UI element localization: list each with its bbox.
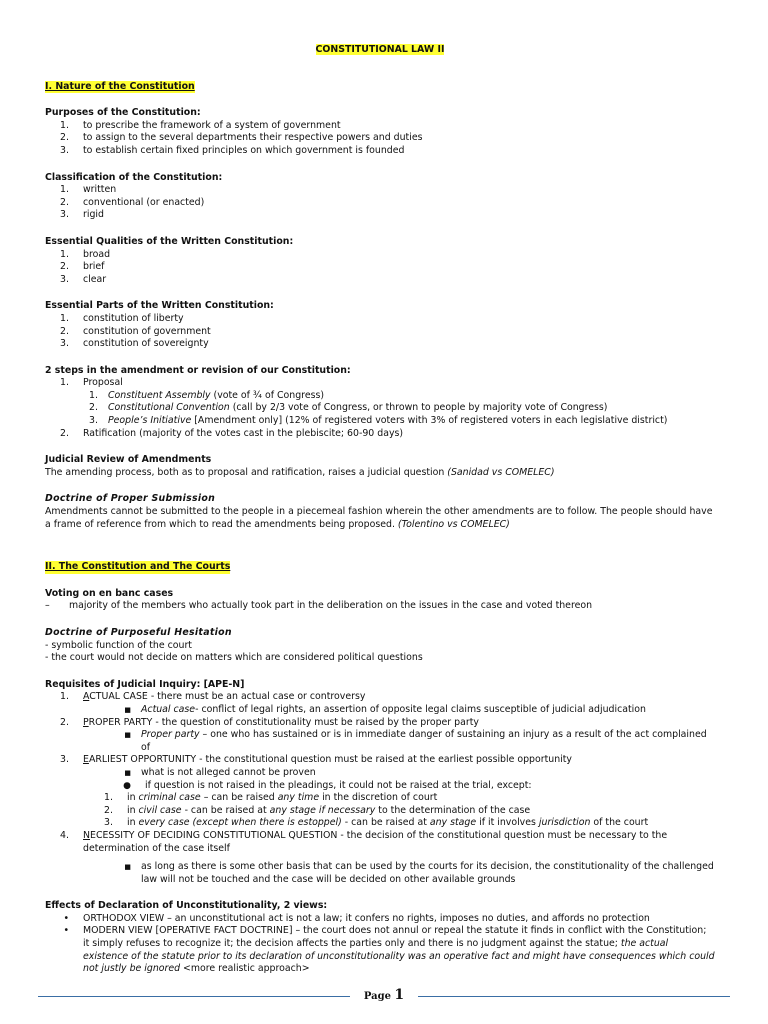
list-item: 1. broad <box>60 248 111 260</box>
footer-rule <box>418 996 730 997</box>
subheading: Requisites of Judicial Inquiry: [APE-N] <box>45 678 245 690</box>
list-item: 2. to assign to the several departments their respective powers and duties <box>60 132 423 144</box>
section-heading: II. The Constitution and The Courts <box>45 561 231 573</box>
sub-list-item: 1. Constituent Assembly (vote of ¾ of Congress) <box>89 389 325 401</box>
list-item: 4. NECESSITY OF DECIDING CONSTITUTIONAL QUESTION - the decision of the constitutional question must be necessary to the determination of the case itself <box>60 829 668 854</box>
document-title: CONSTITUTIONAL LAW II <box>315 44 445 55</box>
list-item: 1. written <box>60 184 117 196</box>
sub-list-item: 3. People’s Initiative [Amendment only] (12% of registered voters with 3% of registered voters in each legislative district) <box>89 415 668 427</box>
sub-list-item: 1. in criminal case – can be raised any time in the discretion of court <box>104 792 438 804</box>
list-item: 2. PROPER PARTY - the question of constitutionality must be raised by the proper party <box>60 716 479 728</box>
page-number: Page 1 <box>363 986 405 1003</box>
sub-list-item: 2. in civil case - can be raised at any stage if necessary to the determination of the case <box>104 804 531 816</box>
list-item: 3. constitution of sovereignty <box>60 338 209 350</box>
section-heading: I. Nature of the Constitution <box>45 80 195 92</box>
subheading: Purposes of the Constitution: <box>45 107 201 119</box>
subheading: Judicial Review of Amendments <box>45 454 212 466</box>
list-item: 3. to establish certain fixed principles on which government is founded <box>60 144 405 156</box>
list-item: 1. ACTUAL CASE - there must be an actual case or controversy <box>60 691 366 703</box>
list-item: 3. EARLIEST OPPORTUNITY - the constitutional question must be raised at the earliest possible opportunity <box>60 754 572 766</box>
paragraph: Amendments cannot be submitted to the people in a piecemeal fashion wherein the other amendments are to follow. The people should have a frame of reference from which to read the amendments being proposed. (Tolentino vs COMELEC) <box>45 506 713 530</box>
list-item: 2. brief <box>60 261 105 273</box>
paragraph: The amending process, both as to proposal and ratification, raises a judicial question (Sanidad vs COMELEC) <box>45 466 555 478</box>
subheading: Effects of Declaration of Unconstitutionality, 2 views: <box>45 900 328 912</box>
list-item: 1. to prescribe the framework of a system of government <box>60 119 341 131</box>
list-item: • ORTHODOX VIEW – an unconstitutional act is not a law; it confers no rights, imposes no duties, and affords no protection <box>63 912 650 924</box>
sub-list-item: ● if question is not raised in the pleadings, it could not be raised at the trial, except: <box>123 779 532 791</box>
sub-list-item: ■ Proper party – one who has sustained or is in immediate danger of sustaining an injury as a result of the act complained of <box>124 729 707 753</box>
list-item: • MODERN VIEW [OPERATIVE FACT DOCTRINE] – the court does not annul or repeal the statute it finds in conflict with the Constitution; it simply refuses to recognize it; the decision affects the parties only and there is no judgment against the statue; the actual existence of the statute prior to its declaration of unconstitutionality was an operative fact and might have consequences which could not justly be ignored <more realistic approach> <box>63 925 715 975</box>
list-item: 3. rigid <box>60 209 104 221</box>
list-item: 1. Proposal <box>60 377 123 389</box>
sub-list-item: 3. in every case (except when there is estoppel) - can be raised at any stage if it involves jurisdiction of the court <box>104 817 649 829</box>
list-item: 3. clear <box>60 273 107 285</box>
subheading: Doctrine of Purposeful Hesitation <box>45 627 232 638</box>
sub-list-item: ■ what is not alleged cannot be proven <box>124 766 316 778</box>
subheading: Essential Parts of the Written Constitution: <box>45 300 274 312</box>
sub-list-item: ■ as long as there is some other basis that can be used by the courts for its decision, the constitutionality of the challenged law will not be touched and the case will be decided on other available grounds <box>124 861 714 885</box>
subheading: 2 steps in the amendment or revision of our Constitution: <box>45 364 351 376</box>
list-item: - the court would not decide on matters which are considered political questions <box>45 652 423 664</box>
list-item: 2. Ratification (majority of the votes cast in the plebiscite; 60-90 days) <box>60 427 404 439</box>
list-item: 1. constitution of liberty <box>60 312 184 324</box>
page-footer <box>38 986 730 1006</box>
sub-list-item: ■ Actual case- conflict of legal rights, an assertion of opposite legal claims susceptible of judicial adjudication <box>124 703 646 715</box>
subheading: Voting on en banc cases <box>45 587 174 599</box>
sub-list-item: 2. Constitutional Convention (call by 2/3 vote of Congress, or thrown to people by majority vote of Congress) <box>89 402 608 414</box>
list-item: 2. constitution of government <box>60 325 211 337</box>
footer-rule <box>38 996 350 997</box>
document-page <box>45 44 715 976</box>
list-item: 2. conventional (or enacted) <box>60 196 205 208</box>
subheading: Classification of the Constitution: <box>45 171 223 183</box>
list-item: - symbolic function of the court <box>45 639 192 651</box>
subheading: Essential Qualities of the Written Constitution: <box>45 235 294 247</box>
subheading: Doctrine of Proper Submission <box>45 493 216 505</box>
list-item: – majority of the members who actually took part in the deliberation on the issues in the case and voted thereon <box>45 600 593 612</box>
